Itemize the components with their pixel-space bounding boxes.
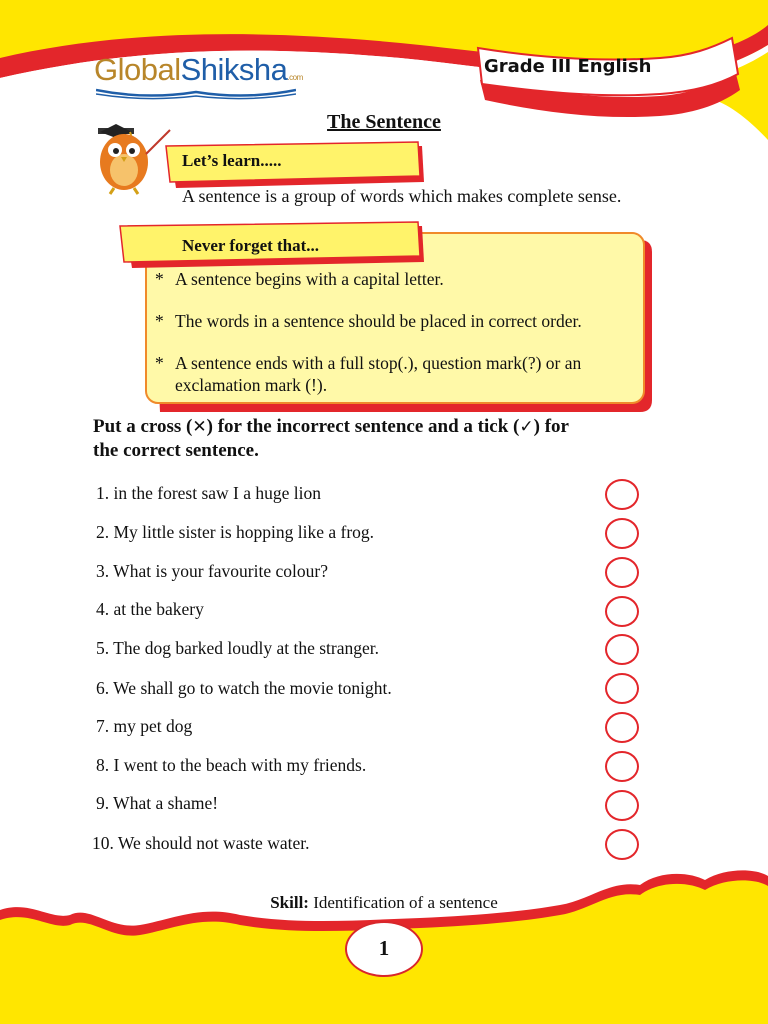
lets-learn-text: A sentence is a group of words which makes complete sense.	[182, 186, 622, 206]
answer-circle-5[interactable]	[605, 634, 639, 665]
rule-item-1	[155, 269, 645, 291]
rule-text: A sentence begins with a capital letter.	[175, 269, 444, 289]
answer-circle-1[interactable]	[605, 479, 639, 510]
page-title: The Sentence	[327, 111, 441, 133]
rule-text: A sentence ends with a full stop(.), question mark(?) or an	[175, 353, 582, 373]
rule-text-continued: exclamation mark (!).	[175, 375, 328, 395]
question-5: 5. The dog barked loudly at the stranger.	[96, 638, 380, 658]
skill-note	[0, 893, 768, 913]
never-forget-heading: Never forget that...	[182, 236, 320, 255]
question-7: 7. my pet dog	[96, 716, 193, 736]
bullet-star: *	[155, 269, 164, 289]
grade-label: Grade III English	[484, 56, 652, 77]
question-2: 2. My little sister is hopping like a frog.	[96, 522, 375, 542]
question-8: 8. I went to the beach with my friends.	[96, 755, 367, 775]
answer-circle-4[interactable]	[605, 596, 639, 627]
instruction-line2: the correct sentence.	[93, 440, 259, 461]
answer-circle-7[interactable]	[605, 712, 639, 743]
rule-item-3	[155, 353, 645, 397]
logo-part-glo: Glo	[94, 52, 141, 87]
question-10: 10. We should not waste water.	[92, 833, 310, 853]
question-4: 4. at the bakery	[96, 599, 204, 619]
question-1: 1. in the forest saw I a huge lion	[96, 483, 322, 503]
skill-text: Identification of a sentence	[308, 893, 498, 912]
tick-icon: ✓	[519, 417, 534, 437]
logo-suffix: .com	[287, 73, 303, 82]
rule-text: The words in a sentence should be placed in correct order.	[175, 311, 582, 331]
instruction	[93, 415, 693, 463]
globalshiksha-logo[interactable]	[94, 54, 303, 85]
skill-label: Skill:	[270, 893, 309, 912]
instruction-part2: ) for the incorrect sentence and a tick (	[206, 416, 520, 437]
bullet-star: *	[155, 311, 164, 331]
cross-icon: ✕	[192, 417, 207, 437]
answer-circle-6[interactable]	[605, 673, 639, 704]
answer-circle-8[interactable]	[605, 751, 639, 782]
logo-part-bal: bal	[140, 52, 181, 87]
open-book-icon	[96, 86, 296, 100]
owl-mascot-icon	[98, 124, 170, 194]
instruction-part3: ) for	[533, 416, 569, 437]
lets-learn-heading: Let’s learn.....	[182, 151, 282, 170]
bullet-star: *	[155, 353, 164, 373]
rule-item-2	[155, 311, 645, 333]
logo-part-shiksha: Shiksha	[180, 52, 288, 87]
question-6: 6. We shall go to watch the movie tonight.	[96, 678, 392, 698]
answer-circle-9[interactable]	[605, 790, 639, 821]
question-3: 3. What is your favourite colour?	[96, 561, 328, 581]
page-number: 1	[345, 921, 423, 977]
instruction-part1: Put a cross (	[93, 416, 193, 437]
question-9: 9. What a shame!	[96, 793, 219, 813]
answer-circle-3[interactable]	[605, 557, 639, 588]
answer-circle-2[interactable]	[605, 518, 639, 549]
answer-circle-10[interactable]	[605, 829, 639, 860]
